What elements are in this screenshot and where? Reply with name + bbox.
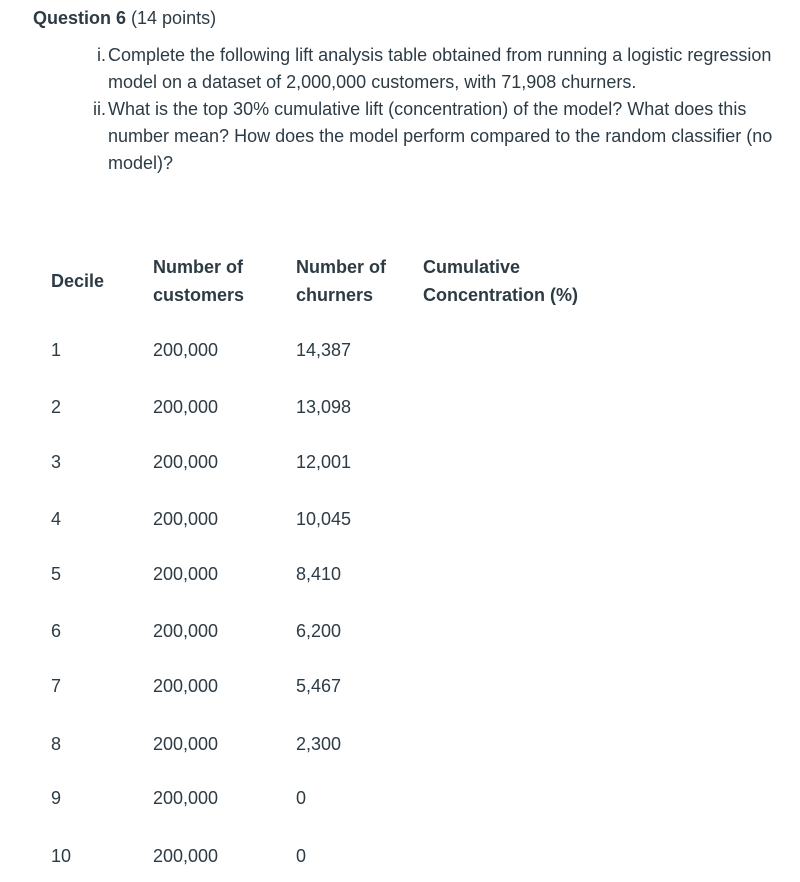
cell-customers: 200,000 xyxy=(153,676,219,696)
cell-customers: 200,000 xyxy=(153,734,219,754)
cell-churners: 0 xyxy=(296,788,307,808)
header-concentration-line2: Concentration (%) xyxy=(423,285,578,305)
part-text: What is the top 30% cumulative lift (concentration) of the model? What does this number mean? How does the model perform compared to the random classifier (no model)? xyxy=(108,99,773,173)
cell-customers: 200,000 xyxy=(153,452,219,472)
cell-decile: 4 xyxy=(51,509,62,529)
cell-decile: 10 xyxy=(51,846,72,866)
cell-churners: 8,410 xyxy=(296,564,342,584)
part-text: Complete the following lift analysis table obtained from running a logistic regression model on a dataset of 2,000,000 customers, with 71,908 churners. xyxy=(108,45,772,92)
cell-decile: 1 xyxy=(51,340,62,360)
header-concentration xyxy=(423,253,578,309)
cell-customers: 200,000 xyxy=(153,397,219,417)
cell-customers: 200,000 xyxy=(153,340,219,360)
header-customers-line1: Number of xyxy=(153,257,243,277)
cell-churners: 6,200 xyxy=(296,621,342,641)
cell-decile: 3 xyxy=(51,452,62,472)
question-part xyxy=(84,96,784,177)
question-parts-list xyxy=(84,42,784,177)
cell-customers: 200,000 xyxy=(153,788,219,808)
cell-customers: 200,000 xyxy=(153,846,219,866)
cell-decile: 5 xyxy=(51,564,62,584)
cell-churners: 0 xyxy=(296,846,307,866)
question-header xyxy=(33,6,216,30)
cell-churners: 14,387 xyxy=(296,340,352,360)
cell-decile: 8 xyxy=(51,734,62,754)
part-marker: i. xyxy=(97,45,106,65)
question-part xyxy=(84,42,784,96)
cell-decile: 7 xyxy=(51,676,62,696)
header-churners-line1: Number of xyxy=(296,257,386,277)
cell-decile: 2 xyxy=(51,397,62,417)
header-customers-line2: customers xyxy=(153,285,245,305)
cell-churners: 10,045 xyxy=(296,509,352,529)
header-customers xyxy=(153,253,244,309)
cell-churners: 13,098 xyxy=(296,397,352,417)
cell-decile: 9 xyxy=(51,788,62,808)
cell-churners: 12,001 xyxy=(296,452,352,472)
part-marker: ii. xyxy=(93,99,106,119)
cell-churners: 5,467 xyxy=(296,676,342,696)
cell-customers: 200,000 xyxy=(153,509,219,529)
header-decile: Decile xyxy=(51,271,105,291)
cell-churners: 2,300 xyxy=(296,734,342,754)
cell-customers: 200,000 xyxy=(153,621,219,641)
question-points: (14 points) xyxy=(131,8,217,28)
header-concentration-line1: Cumulative xyxy=(423,257,521,277)
header-churners-line2: churners xyxy=(296,285,374,305)
question-title: Question 6 xyxy=(33,8,127,28)
cell-decile: 6 xyxy=(51,621,62,641)
cell-customers: 200,000 xyxy=(153,564,219,584)
header-churners xyxy=(296,253,386,309)
